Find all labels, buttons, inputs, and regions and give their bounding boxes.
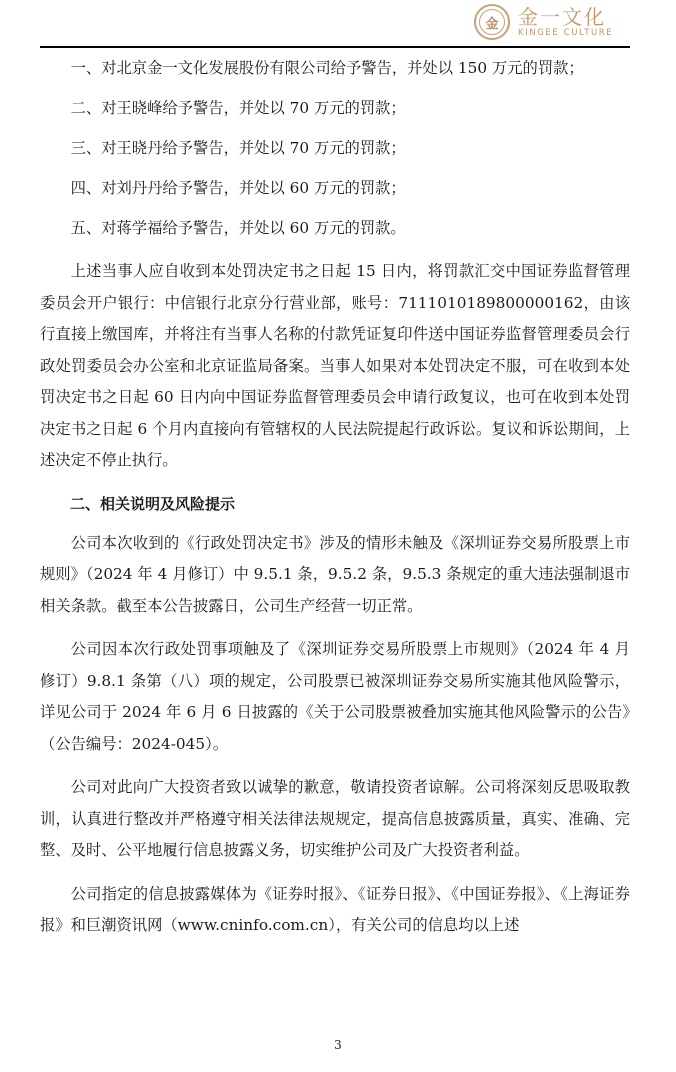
logo-name-en: KINGEE CULTURE [518, 28, 614, 38]
penalty-item: 一、对北京金一文化发展股份有限公司给予警告，并处以 150 万元的罚款； [70, 59, 584, 77]
document-body [40, 50, 630, 942]
kingee-seal-icon [474, 4, 510, 40]
page-number: 3 [334, 1038, 342, 1052]
penalty-item: 二、对王晓峰给予警告，并处以 70 万元的罚款； [70, 99, 406, 117]
penalty-item: 五、对蒋学福给予警告，并处以 60 万元的罚款。 [70, 219, 406, 237]
body-paragraph: 公司因本次行政处罚事项触及了《深圳证券交易所股票上市规则》（2024 年 4 月修订）9.8.1 条第（八）项的规定，公司股票已被深圳证券交易所实施其他风险警示，详见公司于 2024 年 6 月 6 日披露的《关于公司股票被叠加实施其他风险警示的公告》（公告编号：2024-045）。 [40, 640, 630, 753]
body-paragraph: 公司对此向广大投资者致以诚挚的歉意，敬请投资者谅解。公司将深刻反思吸取教训，认真进行整改并严格遵守相关法律法规规定，提高信息披露质量，真实、准确、完整、及时、公平地履行信息披露义务，切实维护公司及广大投资者利益。 [40, 778, 630, 859]
penalty-item: 三、对王晓丹给予警告，并处以 70 万元的罚款； [70, 139, 406, 157]
penalty-item: 四、对刘丹丹给予警告，并处以 60 万元的罚款； [70, 179, 406, 197]
payment-paragraph: 上述当事人应自收到本处罚决定书之日起 15 日内，将罚款汇交中国证券监督管理委员会开户银行：中信银行北京分行营业部，账号：7111010189800000162，由该行直接上缴国库，并将注有当事人名称的付款凭证复印件送中国证券监督管理委员会行政处罚委员会办公室和北京证监局备案。当事人如果对本处罚决定不服，可在收到本处罚决定书之日起 60 日内向中国证券监督管理委员会申请行政复议，也可在收到本处罚决定书之日起 6 个月内直接向有管辖权的人民法院提起行政诉讼。复议和诉讼期间，上述决定不停止执行。 [40, 262, 630, 469]
company-logo [474, 2, 613, 42]
logo-name-cn: 金一文化 [518, 5, 606, 29]
seal-glyph: 金 [479, 9, 505, 35]
body-paragraph: 公司指定的信息披露媒体为《证券时报》、《证券日报》、《中国证券报》、《上海证券报》和巨潮资讯网（www.cninfo.com.cn），有关公司的信息均以上述 [40, 884, 630, 934]
body-paragraph: 公司本次收到的《行政处罚决定书》涉及的情形未触及《深圳证券交易所股票上市规则》（2024 年 4 月修订）中 9.5.1 条，9.5.2 条，9.5.3 条规定的重大违法强制退市相关条款。截至本公告披露日，公司生产经营一切正常。 [40, 533, 630, 615]
section-heading: 二、相关说明及风险提示 [70, 494, 236, 513]
header-rule [40, 46, 630, 48]
